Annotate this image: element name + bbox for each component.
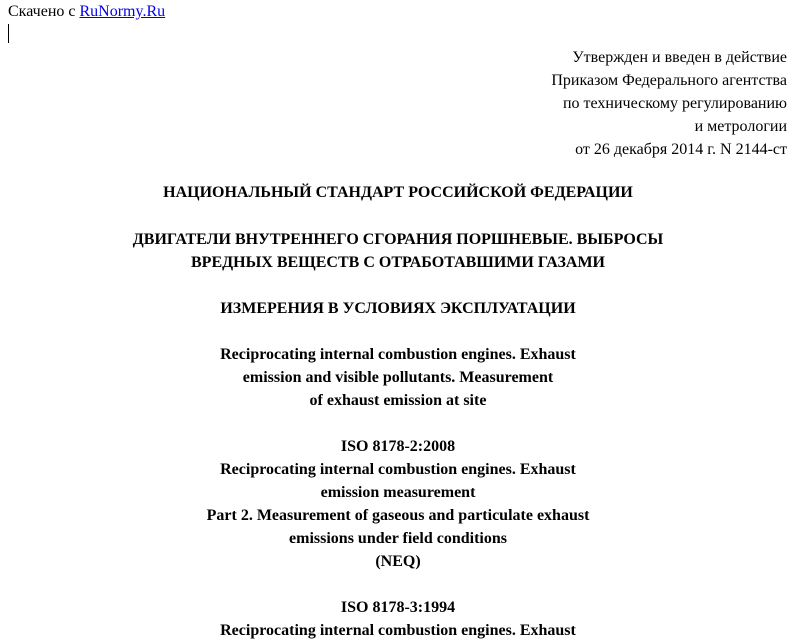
iso-reference-line: Reciprocating internal combustion engines. Exhaust <box>220 622 576 639</box>
standard-title-line: НАЦИОНАЛЬНЫЙ СТАНДАРТ РОССИЙСКОЙ ФЕДЕРАЦИИ <box>163 184 633 201</box>
iso-reference-line: Reciprocating internal combustion engines. Exhaust <box>220 461 576 478</box>
part-title-line: ИЗМЕРЕНИЯ В УСЛОВИЯХ ЭКСПЛУАТАЦИИ <box>220 300 576 317</box>
iso-reference-line: ISO 8178-2:2008 <box>340 438 456 455</box>
iso-reference-line: (NEQ) <box>375 553 421 570</box>
english-title-line: Reciprocating internal combustion engines. Exhaust <box>220 346 576 363</box>
iso-reference-line: emissions under field conditions <box>289 530 507 547</box>
iso-reference-line: ISO 8178-3:1994 <box>340 599 456 616</box>
subject-title-line: ВРЕДНЫХ ВЕЩЕСТВ С ОТРАБОТАВШИМИ ГАЗАМИ <box>191 254 605 271</box>
subject-title <box>0 228 790 274</box>
english-title <box>0 343 790 412</box>
source-line <box>8 0 165 23</box>
english-title-line: of exhaust emission at site <box>309 392 487 409</box>
approval-line: от 26 декабря 2014 г. N 2144-ст <box>575 141 787 158</box>
approval-line: и метрологии <box>694 118 787 135</box>
approval-line: Приказом Федерального агентства <box>551 72 787 89</box>
part-title <box>0 297 790 320</box>
subject-title-line: ДВИГАТЕЛИ ВНУТРЕННЕГО СГОРАНИЯ ПОРШНЕВЫЕ. ВЫБРОСЫ <box>132 231 664 248</box>
text-cursor <box>8 24 9 43</box>
source-prefix: Скачено с <box>8 3 80 20</box>
iso-reference-1 <box>0 435 790 573</box>
iso-reference-line: Part 2. Measurement of gaseous and particulate exhaust <box>206 507 590 524</box>
approval-line: по техническому регулированию <box>562 95 787 112</box>
iso-reference-2 <box>0 596 790 642</box>
standard-title <box>0 181 790 204</box>
iso-reference-line: emission measurement <box>320 484 476 501</box>
source-link[interactable]: RuNormy.Ru <box>79 3 166 20</box>
approval-line: Утвержден и введен в действие <box>572 49 787 66</box>
english-title-line: emission and visible pollutants. Measurement <box>242 369 554 386</box>
approval-block <box>551 46 787 161</box>
